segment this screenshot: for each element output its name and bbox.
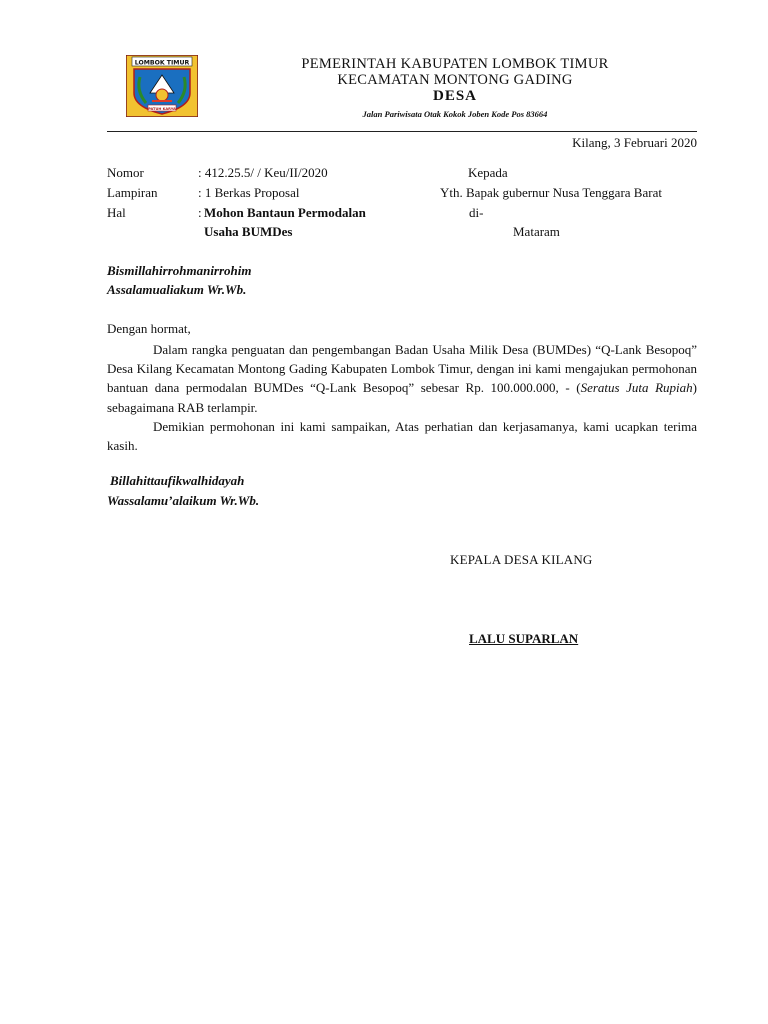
letter-date: Kilang, 3 Februari 2020 [572, 135, 697, 150]
hal-colon: : [198, 205, 202, 220]
recipient-kepada: Kepada [468, 165, 508, 180]
body-paragraph-1 [107, 340, 697, 417]
signature-name: LALU SUPARLAN [469, 631, 579, 646]
lampiran-label: Lampiran [107, 185, 158, 200]
greeting-salam: Assalamualiakum Wr.Wb. [107, 282, 247, 297]
emblem-top-text: LOMBOK TIMUR [134, 59, 190, 67]
body-paragraph-1-end: ) sebagaimana RAB terlampir. [107, 380, 697, 415]
lombok-timur-emblem-icon [126, 55, 198, 117]
letterhead-address: Jalan Pariwisata Otak Kokok Joben Kode Pos 83664 [362, 109, 548, 119]
body-paragraph-1-text: Dalam rangka penguatan dan pengembangan Badan Usaha Milik Desa (BUMDes) “Q-Lank Besopoq” Desa Kilang Kecamatan Montong Gading Kabupaten Lombok Timur, dengan ini kami mengajukan permohonan bantuan dana permodalan BUMDes “Q-Lank Besopoq” sebesar Rp. 100.000.000, - ( [107, 342, 697, 396]
amount-in-words: Seratus Juta Rupiah [580, 380, 693, 396]
letterhead-district: KECAMATAN MONTONG GADING [337, 72, 573, 88]
recipient-city: Mataram [513, 224, 560, 239]
hal-label: Hal [107, 205, 126, 220]
greeting-basmalah: Bismillahirrohmanirrohim [107, 263, 252, 278]
nomor-value: : 412.25.5/ / Keu/II/2020 [198, 165, 328, 180]
closing-line2: Wassalamu’alaikum Wr.Wb. [107, 493, 260, 508]
letterhead-divider [107, 131, 697, 132]
letterhead-village: DESA [432, 88, 477, 104]
recipient-name: Yth. Bapak gubernur Nusa Tenggara Barat [440, 185, 662, 200]
body-paragraph-2: Demikian permohonan ini kami sampaikan, Atas perhatian dan kerjasamanya, kami ucapkan terima kasih. [107, 419, 697, 454]
hal-value-line1: Mohon Bantaun Permodalan [204, 205, 366, 220]
nomor-label: Nomor [107, 165, 144, 180]
closing-line1: Billahittaufikwalhidayah [110, 473, 245, 488]
signature-title: KEPALA DESA KILANG [450, 552, 593, 567]
recipient-di: di- [469, 205, 484, 220]
salutation: Dengan hormat, [107, 321, 191, 336]
letterhead-government: PEMERINTAH KABUPATEN LOMBOK TIMUR [301, 56, 609, 72]
lampiran-value: : 1 Berkas Proposal [198, 185, 300, 200]
hal-value-line2: Usaha BUMDes [204, 224, 293, 239]
emblem-bottom-text: PATUH KARYA [148, 106, 176, 111]
